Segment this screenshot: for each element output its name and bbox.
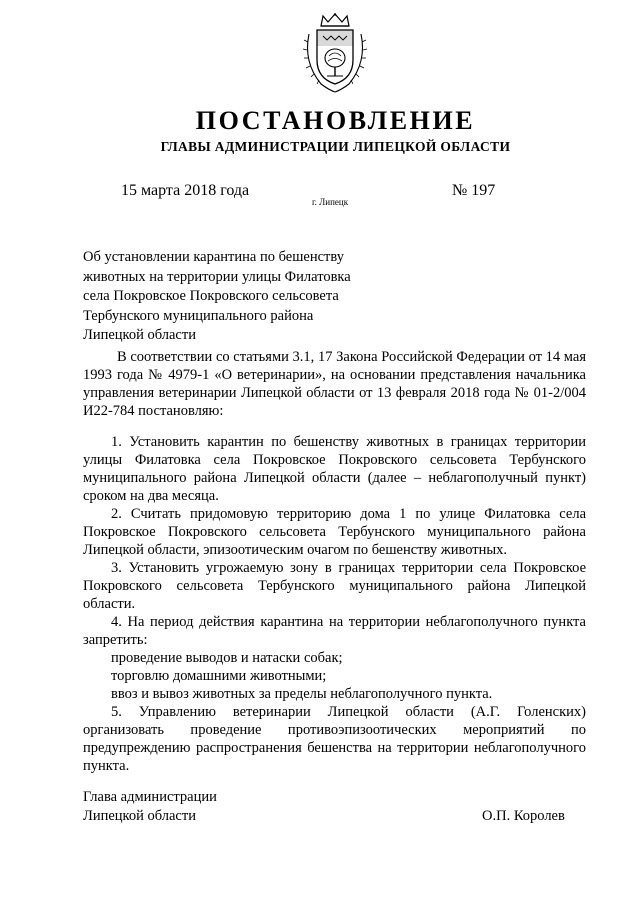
subject-line: Липецкой области bbox=[83, 327, 196, 343]
document-date: 15 марта 2018 года bbox=[121, 182, 250, 199]
preamble-paragraph: В соответствии со статьями 3.1, 17 Закона Российской Федерации от 14 мая 1993 года № 4979-1 «О ветеринарии», на основании представления начальника управления ветеринарии Липецкой области от 13 февраля 2018 года № 01-2/004 И22-784 постановляю: bbox=[83, 349, 586, 419]
item-5-paragraph: 5. Управлению ветеринарии Липецкой области (А.Г. Голенских) организовать проведение противоэпизоотических мероприятий по предупреждению распространения бешенства на территории неблагополучного пункта. bbox=[83, 704, 586, 774]
document-subtitle: ГЛАВЫ АДМИНИСТРАЦИИ ЛИПЕЦКОЙ ОБЛАСТИ bbox=[160, 139, 511, 154]
signatory-position-line: Глава администрации bbox=[83, 789, 217, 805]
document-body bbox=[83, 348, 586, 775]
subject-line: животных на территории улицы Филатовка bbox=[83, 268, 351, 285]
signatory-position bbox=[83, 788, 217, 826]
subject-line: Тербунского муниципального района bbox=[83, 307, 314, 324]
item-4-restriction: проведение выводов и натаски собак; bbox=[111, 650, 343, 666]
lipetsk-coat-of-arms-icon bbox=[301, 12, 369, 94]
item-1-paragraph: 1. Установить карантин по бешенству животных в границах территории улицы Филатовка села Покровское Покровского сельсовета Тербунского муниципального района Липецкой области (далее – неблагополучный пункт) сроком на два месяца. bbox=[83, 434, 586, 504]
item-4-restriction: торговлю домашними животными; bbox=[111, 668, 327, 684]
signatory-name: О.П. Королев bbox=[482, 808, 565, 824]
subject-line: Об установлении карантина по бешенству bbox=[83, 249, 344, 265]
signatory-position-line: Липецкой области bbox=[83, 808, 196, 824]
item-4-restriction: ввоз и вывоз животных за пределы неблагополучного пункта. bbox=[111, 686, 493, 702]
item-4-paragraph: 4. На период действия карантина на территории неблагополучного пункта запретить: bbox=[83, 614, 586, 648]
document-title: ПОСТАНОВЛЕНИЕ bbox=[195, 106, 476, 135]
document-number: № 197 bbox=[452, 182, 496, 199]
document-subject bbox=[83, 248, 383, 346]
document-city: г. Липецк bbox=[312, 197, 349, 207]
item-3-paragraph: 3. Установить угрожаемую зону в границах территории села Покровское Покровского сельсовета Тербунского муниципального района Липецкой области. bbox=[83, 560, 586, 612]
item-2-paragraph: 2. Считать придомовую территорию дома 1 по улице Филатовка села Покровское Покровского сельсовета Тербунского муниципального района Липецкой области, эпизоотическим очагом по бешенству животных. bbox=[83, 506, 586, 558]
subject-line: села Покровское Покровского сельсовета bbox=[83, 288, 339, 304]
